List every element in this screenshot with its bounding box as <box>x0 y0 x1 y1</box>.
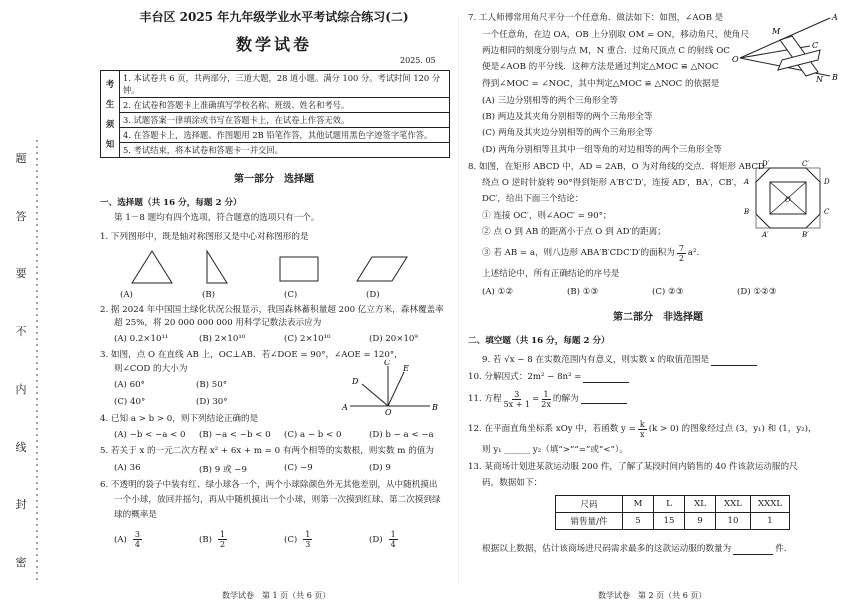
q4-options <box>114 430 454 440</box>
table-cell: 尺码 <box>556 496 623 513</box>
point-label: N <box>816 75 823 82</box>
section-note: 第 1－8 题均有四个选项，符合题意的选项只有一个。 <box>114 213 320 223</box>
q8-figure <box>740 158 840 238</box>
q8-options <box>482 287 822 297</box>
point-label: C′ <box>802 160 809 168</box>
q8-item: ③ 若 AB = a，则八边形 ABA′B′CDC′D′的面积为 7 2 a². <box>482 244 700 263</box>
point-label: M <box>772 27 781 36</box>
point-label: A <box>342 403 348 412</box>
side-label: 封 <box>15 498 27 512</box>
side-label: 密 <box>15 555 27 569</box>
notice-item: 2. 在试卷和答题卡上准确填写学校名称、班级、姓名和考号。 <box>120 98 450 113</box>
side-label: 不 <box>15 325 27 339</box>
question-3: 3. 如图，点 O 在直线 AB 上，OC⊥AB．若∠DOE = 90°，∠AOE = 120°， <box>100 350 403 360</box>
option: (D) b − a < −a <box>369 430 434 440</box>
q3-options-row2: (C) 40° (D) 30° <box>114 397 228 407</box>
exam-date: 2025. 05 <box>400 56 436 65</box>
question-5: 5. 若关于 x 的一元二次方程 x² + 6x + m = 0 有两个相等的实数根，则实数 m 的值为 <box>100 446 434 456</box>
option: (C) <box>284 290 298 300</box>
q3-options-row1: (A) 60° (B) 50° <box>114 380 227 390</box>
option: (A) 0.2×10¹¹ <box>114 334 169 344</box>
option: (A) 36 <box>114 463 141 473</box>
table-cell: 销售量/件 <box>556 513 623 530</box>
parallelogram-shape <box>357 257 407 281</box>
question-6: 6. 不透明的袋子中装有红、绿小球各一个，两个小球除颜色外无其他差别，从中随机摸出 <box>100 480 438 490</box>
question-8-cont: DC′，给出下面三个结论： <box>482 194 584 204</box>
question-7-cont: 便是∠AOB 的平分线．这种方法是通过判定△MOC ≌ △NOC <box>482 62 719 72</box>
q7-option: (A) 三边分别相等的两个三角形全等 <box>482 96 618 106</box>
table-cell: 15 <box>654 513 685 530</box>
part2-title: 第二部分 非选择题 <box>613 312 703 323</box>
q8-conclusion: 上述结论中，所有正确结论的序号是 <box>482 269 620 279</box>
option: (B) ①③ <box>567 287 599 297</box>
rectangle-shape <box>280 257 318 281</box>
point-label: D <box>352 377 359 386</box>
option: (D) 1 4 <box>369 530 396 549</box>
table-cell: L <box>654 496 685 513</box>
q3-figure <box>340 360 440 416</box>
option: (B) 9 或 −9 <box>199 465 247 475</box>
point-label: O <box>785 196 791 204</box>
question-7: 7. 工人师傅常用角尺平分一个任意角．做法如下：如图，∠AOB 是 <box>468 13 724 23</box>
question-13: 13. 某商场计划进某款运动服 200 件，了解了某段时间内销售的 40 件该款运动服的尺 <box>468 462 798 472</box>
question-8-cont: 绕点 O 逆时针旋转 90°得到矩形 A′B′C′D′，连接 AD′，BA′，CB′， <box>482 178 743 188</box>
binding-margin <box>12 150 30 570</box>
question-12-cont: 则 y₁ ______ y₂（填“>”“=”或“<”）。 <box>482 445 628 455</box>
option: (C) 2×10¹⁰ <box>284 334 331 344</box>
option: (B) 2×10¹⁰ <box>199 334 246 344</box>
question-11: 11. 方程 $\frac{3}{5x + 1}$ = $\frac{1}{2x}$ 的解为 <box>468 390 627 409</box>
question-9: 9. 若 √x − 8 在实数范围内有意义，则实数 x 的取值范围是 <box>482 355 757 366</box>
table-cell: M <box>623 496 654 513</box>
notice-item: 4. 在答题卡上，选择题、作图题用 2B 铅笔作答，其他试题用黑色字迹签字笔作答。 <box>120 128 450 143</box>
option: (B) 1 2 <box>199 530 226 549</box>
side-label: 内 <box>15 382 27 396</box>
point-label: B <box>432 403 438 412</box>
point-label: O <box>385 408 392 416</box>
q2-options <box>114 334 454 344</box>
question-13-cont: 码，数据如下： <box>482 478 543 488</box>
question-1: 1. 下列图形中，既是轴对称图形又是中心对称图形的是 <box>100 232 309 242</box>
option: (C) a − b < 0 <box>284 430 342 440</box>
page-footer-left: 数学试卷 第 1 页（共 6 页） <box>222 591 331 600</box>
question-4: 4. 已知 a > b > 0，则下列结论正确的是 <box>100 414 259 424</box>
question-2: 2. 据 2024 年中国国土绿化状况公报显示，我国森林蓄积量超 200 亿立方米，森林覆盖率 <box>100 305 444 315</box>
q7-option: (C) 两角及其夹边分别相等的两个三角形全等 <box>482 128 653 138</box>
point-label: C <box>824 208 830 216</box>
side-label: 要 <box>15 267 27 281</box>
binding-dotted-line <box>34 140 40 580</box>
page-divider <box>458 15 459 585</box>
point-label: C <box>812 41 819 50</box>
size-table <box>555 495 790 530</box>
question-8: 8. 如图，在矩形 ABCD 中，AD = 2AB，O 为对角线的交点．将矩形 ABCD <box>468 162 765 172</box>
point-label: D′ <box>762 160 770 168</box>
question-7-cont: 两边相同的刻度分别与点 M，N 重合．过角尺顶点 C 的射线 OC <box>482 46 730 56</box>
point-label: B <box>832 73 838 82</box>
notice-item: 1. 本试卷共 6 页，共两部分，三道大题，28 道小题。满分 100 分。考试时间 120 分钟。 <box>120 71 450 98</box>
page-footer-right: 数学试卷 第 2 页（共 6 页） <box>598 591 707 600</box>
exam-title: 丰台区 2025 年九年级学业水平考试综合练习(二) <box>139 10 409 24</box>
section-title: 一、选择题（共 16 分，每题 2 分） <box>100 198 242 208</box>
triangle-shape <box>132 251 172 283</box>
side-label: 答 <box>15 209 27 223</box>
question-7-cont: 一个任意角，在边 OA，OB 上分别取 OM = ON，移动角尺，使角尺 <box>482 30 749 40</box>
notice-item: 3. 试题答案一律填涂或书写在答题卡上，在试卷上作答无效。 <box>120 113 450 128</box>
q1-options <box>120 290 440 300</box>
q8-item: ① 连接 OC′，则∠AOC′ = 90°； <box>482 211 612 221</box>
table-row <box>556 496 790 513</box>
point-label: O <box>732 55 739 64</box>
question-10: 10. 分解因式：2m² − 8n² = <box>468 372 629 383</box>
question-13-cont2: 根据以上数据，估计该商场进尺码需求最多的这款运动服的数量为 件. <box>482 544 787 554</box>
option: (A) ①② <box>482 287 514 297</box>
subject-title: 数学试卷 <box>235 35 312 54</box>
table-cell: 5 <box>623 513 654 530</box>
notice-label: 考 生 须 知 <box>101 71 120 158</box>
notice-item: 5. 考试结束，将本试卷和答题卡一并交回。 <box>120 143 450 158</box>
point-label: E <box>403 364 409 373</box>
option: (D) 20×10⁹ <box>369 334 418 344</box>
table-cell: XL <box>685 496 716 513</box>
option: (C) 1 3 <box>284 530 311 549</box>
point-label: A <box>832 13 838 22</box>
notice-box <box>100 70 450 158</box>
side-label: 线 <box>15 440 27 454</box>
table-cell: XXXL <box>751 496 790 513</box>
table-cell: 1 <box>751 513 790 530</box>
right-triangle-shape <box>207 251 227 283</box>
q5-options <box>114 463 454 475</box>
question-2-cont: 超 25%，将 20 000 000 000 用科学记数法表示应为 <box>114 318 322 328</box>
side-label: 题 <box>15 152 27 165</box>
option: (B) −a < −b < 0 <box>199 430 271 440</box>
table-cell: XXL <box>716 496 751 513</box>
point-label: D <box>824 178 830 186</box>
q7-option: (D) 两角分别相等且其中一组等角的对边相等的两个三角形全等 <box>482 145 722 155</box>
q8-item: ② 点 O 到 AB 的距离小于点 O 到 AD′的距离； <box>482 227 666 237</box>
question-7-cont: 得到∠MOC = ∠NOC，其中判定△MOC ≌ △NOC 的依据是 <box>482 79 720 89</box>
q1-shapes <box>112 247 452 291</box>
question-12: 12. 在平面直角坐标系 xOy 中，若函数 y = $\frac{k}{x}$ (k > 0) 的图象经过点 (3，y₁) 和 (1，y₂)， <box>468 420 817 439</box>
question-6-cont2: 球的概率是 <box>114 510 157 520</box>
option: (C) ②③ <box>652 287 684 297</box>
option: (D) ①②③ <box>737 287 777 297</box>
table-cell: 10 <box>716 513 751 530</box>
option: (D) 9 <box>369 463 391 473</box>
option: (C) −9 <box>284 463 313 473</box>
q7-option: (B) 两边及其夹角分别相等的两个三角形全等 <box>482 112 653 122</box>
option: (D) <box>366 290 380 300</box>
question-3-cont: 则∠COD 的大小为 <box>114 364 188 374</box>
option: (A) <box>120 290 133 300</box>
point-label: A <box>744 178 750 186</box>
option: (A) 3 4 <box>114 530 141 549</box>
point-label: A′ <box>762 231 769 238</box>
part1-title: 第一部分 选择题 <box>234 174 314 185</box>
option: (A) −b < −a < 0 <box>114 430 186 440</box>
q7-figure <box>730 10 840 82</box>
option: (B) <box>202 290 216 300</box>
table-row <box>556 513 790 530</box>
q6-options <box>114 530 454 549</box>
point-label: C <box>384 360 391 367</box>
point-label: B′ <box>802 231 809 238</box>
section-title: 二、填空题（共 16 分，每题 2 分） <box>468 336 610 346</box>
question-6-cont: 一个小球，放回并摇匀，再从中随机摸出一个小球，则第一次摸到红球、第二次摸到绿 <box>114 495 441 505</box>
table-cell: 9 <box>685 513 716 530</box>
point-label: B <box>744 208 750 216</box>
